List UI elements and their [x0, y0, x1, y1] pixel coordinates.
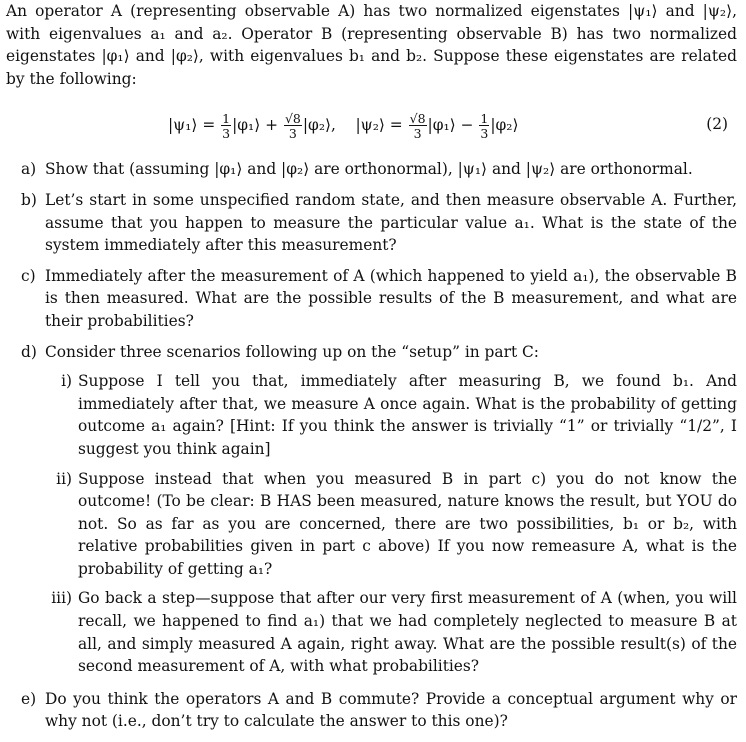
part-label: a) — [21, 160, 37, 179]
equation-body: |ψ₁⟩ = $\frac{1}{3}$ |φ₁⟩ + $\frac{√8}{3}$ |φ₂⟩, |ψ₂⟩ = $\frac{√8}{3}$ |φ₁⟩ − $\frac{1}{3}$ |φ₂⟩ — [168, 111, 519, 142]
phi2-ket-b: |φ₂⟩ — [490, 116, 519, 135]
psi1-lhs: |ψ₁⟩ = — [168, 116, 216, 135]
subpart-text: Go back a step—suppose that after our very first measurement of A (when, you will recall, we happened to find a₁) that we had completely neglected to measure B at all, and simply measured A again, right away. What are the possible result(s) of the second measurement of A, with what probabilities? — [78, 589, 737, 676]
part-d-iii — [6, 587, 737, 677]
fraction-one-third-a: $\frac{1}{3}$ — [222, 111, 231, 142]
fraction-sqrt8-third-a: $\frac{√8}{3}$ — [284, 111, 301, 142]
phi1-ket-a: |φ₁⟩ — [232, 116, 261, 135]
part-label: e) — [21, 689, 37, 708]
subpart-label: ii) — [56, 469, 72, 488]
subpart-label: i) — [61, 372, 72, 391]
part-d-ii — [6, 468, 737, 581]
part-label: d) — [21, 342, 37, 361]
part-label: b) — [21, 190, 37, 209]
psi2-lhs: |ψ₂⟩ = — [355, 116, 403, 135]
part-text: Do you think the operators A and B commute? Provide a conceptual argument why or why not (i.e., don’t try to calculate the answer to this one)? — [45, 689, 737, 731]
part-b — [6, 189, 737, 257]
part-text: Immediately after the measurement of A (which happened to yield a₁), the observable B is then measured. What are the possible results of the B measurement, and what are their probabilities? — [45, 266, 737, 330]
part-e — [6, 688, 737, 733]
part-label: c) — [21, 266, 36, 285]
part-d — [6, 341, 737, 364]
part-text: Show that (assuming |φ₁⟩ and |φ₂⟩ are orthonormal), |ψ₁⟩ and |ψ₂⟩ are orthonormal. — [45, 160, 693, 179]
equation-2 — [6, 102, 737, 154]
phi2-ket-a: |φ₂⟩ — [302, 116, 331, 135]
subpart-label: iii) — [51, 589, 72, 608]
part-text: Consider three scenarios following up on the “setup” in part C: — [45, 342, 539, 361]
subpart-text: Suppose instead that when you measured B in part c) you do not know the outcome! (To be clear: B HAS been measured, nature knows the result, but YOU do not. So as far as you are concerned, there are two possibilities, b₁ or b₂, with relative probabilities given in part c above) If you now remeasure A, what is the probability of getting a₁? — [78, 469, 737, 578]
fraction-one-third-b: $\frac{1}{3}$ — [480, 111, 489, 142]
intro-paragraph: An operator A (representing observable A) has two normalized eigenstates |ψ₁⟩ and |ψ₂⟩, with eigenvalues a₁ and a₂. Operator B (representing observable B) has two normalized eigenstates |φ₁⟩ and |φ₂⟩, with eigenvalues b₁ and b₂. Suppose these eigenstates are related by the following: — [6, 2, 737, 88]
part-text: Let’s start in some unspecified random state, and then measure observable A. Further, assume that you happen to measure the particular value a₁. What is the state of the system immediately after this measurement? — [45, 190, 737, 255]
minus-sign: − — [460, 116, 474, 135]
equation-number: (2) — [706, 115, 728, 134]
phi1-ket-b: |φ₁⟩ — [427, 116, 456, 135]
subpart-text: Suppose I tell you that, immediately after measuring B, we found b₁. And immediately after that, we measure A once again. What is the probability of getting outcome a₁ again? [Hint: If you think the answer is trivially “1” or trivially “1/2”, I suggest you think again] — [78, 372, 737, 458]
part-c — [6, 265, 737, 333]
part-d-i — [6, 370, 737, 460]
fraction-sqrt8-third-b: $\frac{√8}{3}$ — [409, 111, 426, 142]
plus-sign: + — [265, 116, 279, 135]
part-a — [6, 158, 737, 181]
